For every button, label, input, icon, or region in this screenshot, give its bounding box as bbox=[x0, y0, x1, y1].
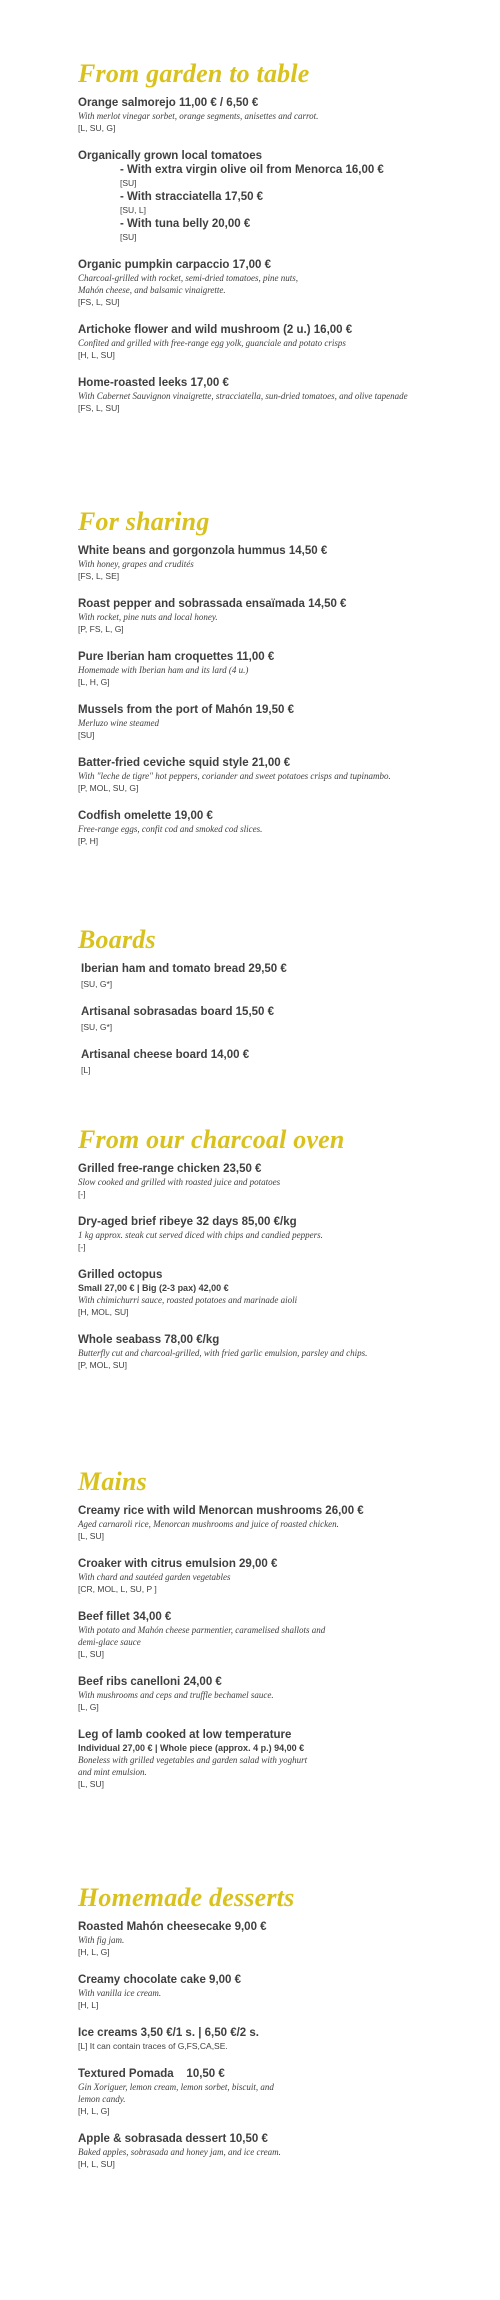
item-allergens: [H, L] bbox=[78, 2000, 99, 2010]
item-sizes: Small 27,00 € | Big (2-3 pax) 42,00 € bbox=[78, 1283, 229, 1293]
item-description: Merluzo wine steamed bbox=[78, 718, 159, 728]
item-name: Beef fillet 34,00 € bbox=[78, 1611, 172, 1623]
section-title: Mains bbox=[78, 1467, 147, 1496]
item-name: Beef ribs canelloni 24,00 € bbox=[78, 1676, 222, 1688]
item-name: Creamy rice with wild Menorcan mushrooms 26,00 € bbox=[78, 1505, 364, 1517]
item-description: With honey, grapes and crudités bbox=[78, 559, 194, 569]
item-allergens: [L] bbox=[81, 1065, 91, 1075]
item-description: With rocket, pine nuts and local honey. bbox=[78, 612, 218, 622]
menu-item bbox=[78, 597, 500, 636]
item-allergens: [H, L, SU] bbox=[78, 350, 115, 360]
item-allergens: [FS, L, SE] bbox=[78, 571, 120, 581]
menu-item bbox=[78, 376, 500, 415]
item-name: Grilled free-range chicken 23,50 € bbox=[78, 1163, 262, 1175]
item-name: Home-roasted leeks 17,00 € bbox=[78, 377, 229, 389]
item-name: Ice creams 3,50 €/1 s. | 6,50 €/2 s. bbox=[78, 2027, 259, 2039]
item-name: Croaker with citrus emulsion 29,00 € bbox=[78, 1558, 278, 1570]
item-name: Pure Iberian ham croquettes 11,00 € bbox=[78, 651, 275, 663]
item-name: Mussels from the port of Mahón 19,50 € bbox=[78, 704, 294, 716]
item-allergens: [P, H] bbox=[78, 836, 99, 846]
section-title: From our charcoal oven bbox=[78, 1125, 345, 1154]
item-description: 1 kg approx. steak cut served diced with chips and candied peppers. bbox=[78, 1230, 323, 1240]
menu-item bbox=[78, 809, 500, 848]
item-name: Iberian ham and tomato bread 29,50 € bbox=[81, 963, 287, 975]
item-description: With mushrooms and ceps and truffle bechamel sauce. bbox=[78, 1690, 274, 1700]
item-allergens: [H, L, SU] bbox=[78, 2159, 115, 2169]
item-allergens: [SU, G*] bbox=[81, 979, 113, 989]
item-name: Whole seabass 78,00 €/kg bbox=[78, 1334, 220, 1346]
variant-name: - With tuna belly 20,00 € bbox=[120, 218, 251, 230]
item-description: With fig jam. bbox=[78, 1935, 125, 1945]
item-description: Charcoal-grilled with rocket, semi-dried tomatoes, pine nuts, bbox=[78, 273, 299, 283]
menu-item bbox=[78, 2067, 500, 2118]
menu-item bbox=[78, 323, 500, 362]
item-description: Aged carnaroli rice, Menorcan mushrooms and juice of roasted chicken. bbox=[78, 1519, 339, 1529]
item-name: Leg of lamb cooked at low temperature bbox=[78, 1729, 292, 1741]
section-title: Homemade desserts bbox=[78, 1883, 295, 1912]
variant-allergens: [SU, L] bbox=[120, 205, 146, 215]
item-name: Roasted Mahón cheesecake 9,00 € bbox=[78, 1921, 267, 1933]
item-description: With "leche de tigre" hot peppers, coriander and sweet potatoes crisps and tupinambo. bbox=[78, 771, 391, 781]
menu-item bbox=[78, 2026, 500, 2053]
section-boards bbox=[78, 924, 500, 1077]
section-mains bbox=[78, 1466, 500, 1791]
item-description-line2: lemon candy. bbox=[78, 2094, 126, 2104]
item-name: Creamy chocolate cake 9,00 € bbox=[78, 1974, 242, 1986]
item-allergens: [L, SU, G] bbox=[78, 123, 116, 133]
item-name: Roast pepper and sobrassada ensaïmada 14,50 € bbox=[78, 598, 347, 610]
item-name: Apple & sobrasada dessert 10,50 € bbox=[78, 2133, 268, 2145]
item-name: Textured Pomada 10,50 € bbox=[78, 2068, 225, 2080]
variant-name: - With stracciatella 17,50 € bbox=[120, 191, 264, 203]
menu-item bbox=[78, 703, 500, 742]
menu-item bbox=[78, 149, 500, 244]
item-sizes: Individual 27,00 € | Whole piece (approx. 4 p.) 94,00 € bbox=[78, 1743, 305, 1753]
menu-item bbox=[78, 2132, 500, 2171]
item-allergens: [L, H, G] bbox=[78, 677, 110, 687]
section-title: From garden to table bbox=[78, 59, 310, 88]
item-allergens: [-] bbox=[78, 1189, 86, 1199]
item-allergens: [P, MOL, SU] bbox=[78, 1360, 127, 1370]
item-name: Artisanal cheese board 14,00 € bbox=[81, 1049, 250, 1061]
section-title: Boards bbox=[78, 925, 156, 954]
item-allergens: [-] bbox=[78, 1242, 86, 1252]
item-allergens: [CR, MOL, L, SU, P ] bbox=[78, 1584, 157, 1594]
section-desserts bbox=[78, 1882, 500, 2171]
section-charcoal bbox=[78, 1124, 500, 1372]
item-description: With chard and sautéed garden vegetables bbox=[78, 1572, 231, 1582]
menu-item bbox=[78, 1675, 500, 1714]
item-description: With potato and Mahón cheese parmentier, caramelised shallots and bbox=[78, 1625, 326, 1635]
menu-item bbox=[81, 962, 500, 991]
item-name: Dry-aged brief ribeye 32 days 85,00 €/kg bbox=[78, 1216, 297, 1228]
item-description-line2: Mahón cheese, and balsamic vinaigrette. bbox=[78, 285, 226, 295]
section-title: For sharing bbox=[78, 507, 210, 536]
item-allergens: [P, MOL, SU, G] bbox=[78, 783, 139, 793]
item-allergens: [P, FS, L, G] bbox=[78, 624, 124, 634]
menu-item bbox=[78, 1973, 500, 2012]
item-allergens: [L, G] bbox=[78, 1702, 99, 1712]
item-description: Homemade with Iberian ham and its lard (4 u.) bbox=[78, 665, 249, 675]
item-name: Artichoke flower and wild mushroom (2 u.) 16,00 € bbox=[78, 324, 353, 336]
item-variant bbox=[120, 163, 500, 190]
item-description: Baked apples, sobrasada and honey jam, and ice cream. bbox=[78, 2147, 281, 2157]
item-description: Boneless with grilled vegetables and garden salad with yoghurt bbox=[78, 1755, 308, 1765]
menu-item bbox=[78, 756, 500, 795]
item-description: Confited and grilled with free-range egg yolk, guanciale and potato crisps bbox=[78, 338, 346, 348]
item-name: Organic pumpkin carpaccio 17,00 € bbox=[78, 259, 272, 271]
menu-item bbox=[78, 1333, 500, 1372]
menu-item bbox=[78, 1215, 500, 1254]
item-description: Free-range eggs, confit cod and smoked cod slices. bbox=[78, 824, 263, 834]
item-allergens: [SU] bbox=[78, 730, 95, 740]
section-sharing bbox=[78, 506, 500, 848]
menu-item bbox=[78, 1728, 500, 1791]
item-description: With Cabernet Sauvignon vinaigrette, stracciatella, sun-dried tomatoes, and olive tapenade bbox=[78, 391, 408, 401]
item-description: With merlot vinegar sorbet, orange segments, anisettes and carrot. bbox=[78, 111, 319, 121]
menu-item bbox=[78, 96, 500, 135]
item-description: Gin Xoriguer, lemon cream, lemon sorbet, biscuit, and bbox=[78, 2082, 274, 2092]
item-name: Batter-fried ceviche squid style 21,00 € bbox=[78, 757, 291, 769]
menu-item bbox=[78, 1610, 500, 1661]
item-description-line2: and mint emulsion. bbox=[78, 1767, 147, 1777]
item-name: Organically grown local tomatoes bbox=[78, 150, 263, 162]
item-description: Slow cooked and grilled with roasted juice and potatoes bbox=[78, 1177, 281, 1187]
item-allergens: [L, SU] bbox=[78, 1531, 104, 1541]
item-name: Codfish omelette 19,00 € bbox=[78, 810, 213, 822]
item-allergens: [FS, L, SU] bbox=[78, 297, 120, 307]
item-description: Butterfly cut and charcoal-grilled, with fried garlic emulsion, parsley and chips. bbox=[78, 1348, 368, 1358]
item-allergens: [H, MOL, SU] bbox=[78, 1307, 129, 1317]
menu-item bbox=[78, 1162, 500, 1201]
item-name: Orange salmorejo 11,00 € / 6,50 € bbox=[78, 97, 259, 109]
menu-item bbox=[81, 1048, 500, 1077]
menu-item bbox=[81, 1005, 500, 1034]
item-description: With vanilla ice cream. bbox=[78, 1988, 162, 1998]
variant-allergens: [SU] bbox=[120, 178, 137, 188]
item-variant bbox=[120, 190, 500, 217]
item-allergens: [L, SU] bbox=[78, 1649, 104, 1659]
item-allergens: [H, L, G] bbox=[78, 2106, 110, 2116]
menu-item bbox=[78, 1557, 500, 1596]
menu-item bbox=[78, 544, 500, 583]
item-allergens: [L] It can contain traces of G,FS,CA,SE. bbox=[78, 2041, 228, 2051]
item-name: White beans and gorgonzola hummus 14,50 € bbox=[78, 545, 328, 557]
menu-item bbox=[78, 1920, 500, 1959]
item-description-line2: demi-glace sauce bbox=[78, 1637, 141, 1647]
item-allergens: [FS, L, SU] bbox=[78, 403, 120, 413]
item-allergens: [L, SU] bbox=[78, 1779, 104, 1789]
menu-item bbox=[78, 1504, 500, 1543]
item-allergens: [H, L, G] bbox=[78, 1947, 110, 1957]
item-description: With chimichurri sauce, roasted potatoes and marinade aioli bbox=[78, 1295, 298, 1305]
item-name: Artisanal sobrasadas board 15,50 € bbox=[81, 1006, 275, 1018]
variant-allergens: [SU] bbox=[120, 232, 137, 242]
menu-item bbox=[78, 258, 500, 309]
item-name: Grilled octopus bbox=[78, 1269, 163, 1281]
item-variant bbox=[120, 217, 500, 244]
menu-item bbox=[78, 650, 500, 689]
variant-name: - With extra virgin olive oil from Menorca 16,00 € bbox=[120, 164, 384, 176]
section-garden bbox=[78, 58, 500, 415]
item-allergens: [SU, G*] bbox=[81, 1022, 113, 1032]
menu-item bbox=[78, 1268, 500, 1319]
